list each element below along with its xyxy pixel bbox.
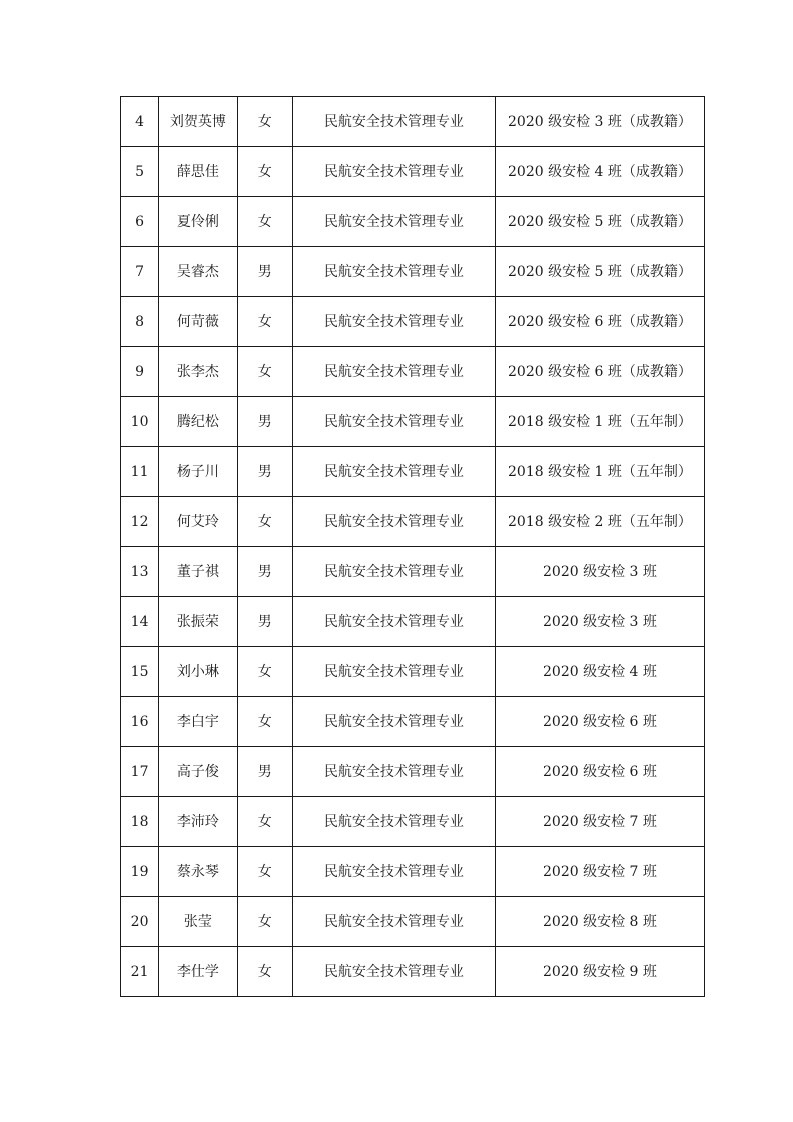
row-number: 6: [121, 197, 159, 247]
student-class: 2020 级安检 4 班: [495, 647, 704, 697]
student-class: 2020 级安检 7 班: [495, 847, 704, 897]
student-name: 高子俊: [159, 747, 237, 797]
student-gender: 女: [237, 847, 292, 897]
row-number: 10: [121, 397, 159, 447]
row-number: 21: [121, 947, 159, 997]
student-class: 2020 级安检 8 班: [495, 897, 704, 947]
student-name: 吴睿杰: [159, 247, 237, 297]
student-major: 民航安全技术管理专业: [292, 97, 495, 147]
table-row: [121, 697, 705, 747]
row-number: 15: [121, 647, 159, 697]
student-major: 民航安全技术管理专业: [292, 947, 495, 997]
table-row: [121, 747, 705, 797]
student-class: 2020 级安检 3 班（成教籍）: [495, 97, 704, 147]
table-row: [121, 897, 705, 947]
table-row: [121, 647, 705, 697]
student-major: 民航安全技术管理专业: [292, 697, 495, 747]
row-number: 4: [121, 97, 159, 147]
student-gender: 女: [237, 147, 292, 197]
student-gender: 女: [237, 97, 292, 147]
student-major: 民航安全技术管理专业: [292, 647, 495, 697]
table-row: [121, 247, 705, 297]
row-number: 7: [121, 247, 159, 297]
student-gender: 女: [237, 797, 292, 847]
student-class: 2018 级安检 2 班（五年制）: [495, 497, 704, 547]
table-row: [121, 447, 705, 497]
student-gender: 男: [237, 597, 292, 647]
student-name: 张振荣: [159, 597, 237, 647]
student-gender: 女: [237, 897, 292, 947]
student-name: 董子祺: [159, 547, 237, 597]
row-number: 11: [121, 447, 159, 497]
student-class: 2020 级安检 4 班（成教籍）: [495, 147, 704, 197]
student-class: 2018 级安检 1 班（五年制）: [495, 397, 704, 447]
student-gender: 女: [237, 697, 292, 747]
student-major: 民航安全技术管理专业: [292, 797, 495, 847]
student-major: 民航安全技术管理专业: [292, 747, 495, 797]
student-gender: 男: [237, 747, 292, 797]
student-major: 民航安全技术管理专业: [292, 147, 495, 197]
student-major: 民航安全技术管理专业: [292, 597, 495, 647]
student-major: 民航安全技术管理专业: [292, 197, 495, 247]
student-roster-table: [120, 96, 705, 997]
student-major: 民航安全技术管理专业: [292, 397, 495, 447]
table-row: [121, 797, 705, 847]
table-row: [121, 347, 705, 397]
student-gender: 男: [237, 447, 292, 497]
student-major: 民航安全技术管理专业: [292, 547, 495, 597]
student-name: 何苛薇: [159, 297, 237, 347]
student-gender: 女: [237, 197, 292, 247]
row-number: 8: [121, 297, 159, 347]
student-major: 民航安全技术管理专业: [292, 847, 495, 897]
student-class: 2020 级安检 3 班: [495, 547, 704, 597]
student-gender: 女: [237, 347, 292, 397]
student-gender: 男: [237, 547, 292, 597]
student-name: 腾纪松: [159, 397, 237, 447]
row-number: 16: [121, 697, 159, 747]
student-class: 2020 级安检 5 班（成教籍）: [495, 247, 704, 297]
table-row: [121, 547, 705, 597]
student-name: 杨子川: [159, 447, 237, 497]
student-major: 民航安全技术管理专业: [292, 897, 495, 947]
student-name: 刘贺英博: [159, 97, 237, 147]
student-class: 2020 级安检 5 班（成教籍）: [495, 197, 704, 247]
student-class: 2020 级安检 6 班（成教籍）: [495, 297, 704, 347]
student-gender: 男: [237, 397, 292, 447]
row-number: 18: [121, 797, 159, 847]
student-gender: 男: [237, 247, 292, 297]
student-class: 2020 级安检 6 班: [495, 747, 704, 797]
student-major: 民航安全技术管理专业: [292, 497, 495, 547]
student-class: 2020 级安检 7 班: [495, 797, 704, 847]
table-row: [121, 297, 705, 347]
student-name: 张莹: [159, 897, 237, 947]
student-name: 薛思佳: [159, 147, 237, 197]
student-major: 民航安全技术管理专业: [292, 297, 495, 347]
student-name: 何艾玲: [159, 497, 237, 547]
student-gender: 女: [237, 497, 292, 547]
row-number: 5: [121, 147, 159, 197]
student-name: 李沛玲: [159, 797, 237, 847]
student-name: 李白宇: [159, 697, 237, 747]
row-number: 9: [121, 347, 159, 397]
student-name: 刘小琳: [159, 647, 237, 697]
table-row: [121, 147, 705, 197]
row-number: 14: [121, 597, 159, 647]
student-class: 2020 级安检 9 班: [495, 947, 704, 997]
student-gender: 女: [237, 647, 292, 697]
table-row: [121, 197, 705, 247]
row-number: 17: [121, 747, 159, 797]
roster-body: [121, 97, 705, 997]
student-class: 2018 级安检 1 班（五年制）: [495, 447, 704, 497]
table-row: [121, 847, 705, 897]
student-name: 张李杰: [159, 347, 237, 397]
table-row: [121, 497, 705, 547]
student-major: 民航安全技术管理专业: [292, 247, 495, 297]
student-name: 蔡永琴: [159, 847, 237, 897]
row-number: 12: [121, 497, 159, 547]
table-row: [121, 397, 705, 447]
student-major: 民航安全技术管理专业: [292, 347, 495, 397]
student-class: 2020 级安检 3 班: [495, 597, 704, 647]
table-row: [121, 97, 705, 147]
student-name: 李仕学: [159, 947, 237, 997]
row-number: 20: [121, 897, 159, 947]
student-major: 民航安全技术管理专业: [292, 447, 495, 497]
table-row: [121, 947, 705, 997]
row-number: 13: [121, 547, 159, 597]
row-number: 19: [121, 847, 159, 897]
student-gender: 女: [237, 947, 292, 997]
student-name: 夏伶俐: [159, 197, 237, 247]
student-gender: 女: [237, 297, 292, 347]
student-class: 2020 级安检 6 班（成教籍）: [495, 347, 704, 397]
student-class: 2020 级安检 6 班: [495, 697, 704, 747]
table-row: [121, 597, 705, 647]
